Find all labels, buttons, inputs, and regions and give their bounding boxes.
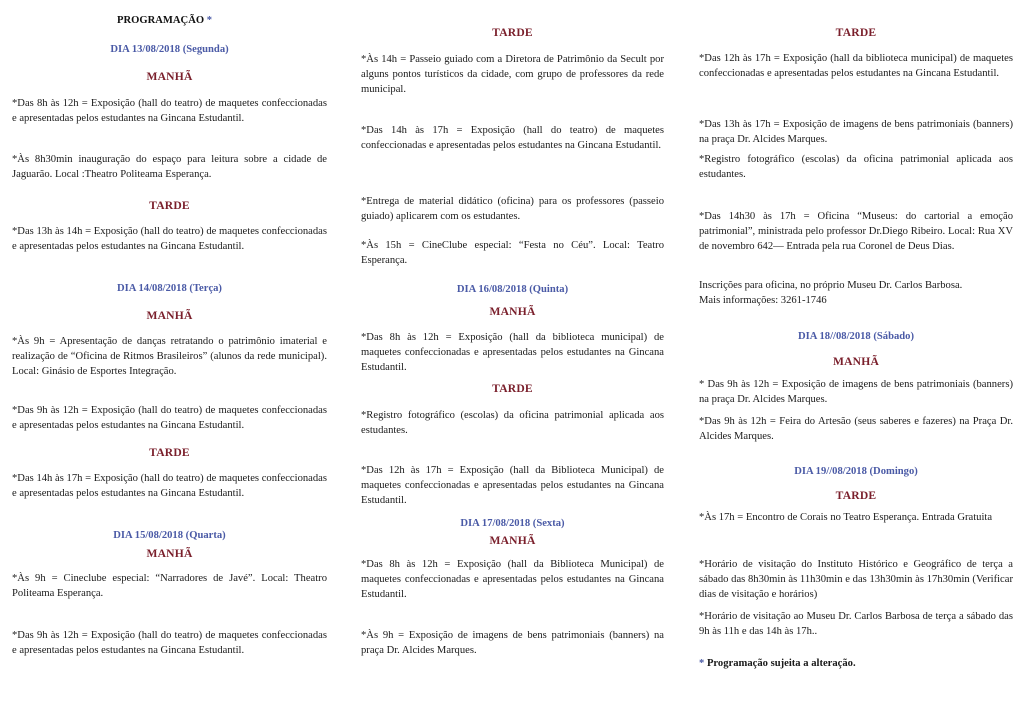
disclaimer-text: Programação sujeita a alteração. — [706, 658, 856, 669]
schedule-item: *Das 12h às 17h = Exposição (hall da Biblioteca Municipal) de maquetes confeccionadas e apresentadas pelos estudantes na Gincana Estudantil. — [361, 465, 664, 507]
disclaimer-note — [699, 656, 1013, 671]
period-heading: TARDE — [492, 26, 533, 39]
schedule-item: *Das 8h às 12h = Exposição (hall do teatro) de maquetes confeccionadas e apresentadas pelos estudantes na Gincana Estudantil. — [12, 98, 327, 125]
program-title-star: * — [206, 15, 213, 26]
schedule-item: *Às 9h = Cineclube especial: “Narradores de Javé”. Local: Theatro Politeama Esperança. — [12, 573, 327, 600]
period-heading: MANHÃ — [489, 534, 536, 547]
schedule-item: *Das 13h às 17h = Exposição de imagens de bens patrimoniais (banners) na praça Dr. Alcides Marques. — [699, 119, 1013, 146]
day-heading: DIA 17/08/2018 (Sexta) — [460, 518, 565, 529]
day-heading: DIA 18//08/2018 (Sábado) — [798, 331, 914, 342]
day-heading: DIA 13/08/2018 (Segunda) — [110, 44, 229, 55]
schedule-item: *Das 8h às 12h = Exposição (hall da Biblioteca Municipal) de maquetes confeccionadas e apresentadas pelos estudantes na Gincana Estudantil. — [361, 559, 664, 601]
schedule-item: *Às 15h = CineClube especial: “Festa no Céu”. Local: Teatro Esperança. — [361, 240, 664, 267]
period-heading: MANHÃ — [832, 355, 880, 368]
schedule-item: *Registro fotográfico (escolas) da oficina patrimonial aplicada aos estudantes. — [361, 410, 664, 437]
schedule-item: *Horário de visitação ao Museu Dr. Carlos Barbosa de terça a sábado das 9h às 11h e das 14h às 17h.. — [699, 611, 1013, 638]
period-heading: MANHÃ — [146, 309, 193, 322]
schedule-item: *Das 14h30 às 17h = Oficina “Museus: do cartorial a emoção patrimonial”, ministrada pelo professor Dr.Diego Ribeiro. Local: Rua XV de novembro 642— Entrada pela rua Coronel de Deus Dias. — [699, 211, 1013, 253]
workshop-contact: Mais informações: 3261-1746 — [699, 295, 827, 307]
disclaimer-star: * — [699, 658, 705, 669]
schedule-item: *Das 14h às 17h = Exposição (hall do teatro) de maquetes confeccionadas e apresentadas pelos estudantes na Gincana Estudantil. — [12, 473, 327, 500]
period-heading: TARDE — [492, 382, 533, 395]
schedule-item: *Horário de visitação do Instituto Histórico e Geográfico de terça a sábado das 8h30min às 11h30min e das 13h30min às 17h30min (Verificar dias de visitação e horários) — [699, 559, 1013, 601]
program-title-text: PROGRAMAÇÃO — [117, 15, 205, 26]
schedule-item: *Às 14h = Passeio guiado com a Diretora de Patrimônio da Secult por alguns pontos turísticos da cidade, com grupo de professores da rede municipal. — [361, 54, 664, 96]
workshop-registration: Inscrições para oficina, no próprio Museu Dr. Carlos Barbosa. — [699, 280, 963, 291]
day-heading: DIA 19//08/2018 (Domingo) — [794, 466, 918, 477]
schedule-item: *Das 9h às 12h = Feira do Artesão (seus saberes e fazeres) na Praça Dr. Alcides Marques. — [699, 416, 1013, 443]
program-title — [117, 13, 317, 28]
schedule-item: *Das 9h às 12h = Exposição (hall do teatro) de maquetes confeccionadas e apresentadas pelos estudantes na Gincana Estudantil. — [12, 405, 327, 432]
period-heading: TARDE — [149, 199, 190, 212]
schedule-item: *Entrega de material didático (oficina) para os professores (passeio guiado) aplicarem com os estudantes. — [361, 196, 664, 223]
schedule-item: *Das 14h às 17h = Exposição (hall do teatro) de maquetes confeccionadas e apresentadas pelos estudantes na Gincana Estudantil. — [361, 125, 664, 152]
schedule-item: *Registro fotográfico (escolas) da oficina patrimonial aplicada aos estudantes. — [699, 154, 1013, 181]
schedule-item: *Às 17h = Encontro de Corais no Teatro Esperança. Entrada Gratuita — [699, 512, 993, 523]
period-heading: TARDE — [149, 446, 190, 459]
schedule-item: * Das 9h às 12h = Exposição de imagens de bens patrimoniais (banners) na praça Dr. Alcides Marques. — [699, 379, 1013, 406]
period-heading: TARDE — [835, 26, 877, 39]
schedule-item: *Das 13h às 14h = Exposição (hall do teatro) de maquetes confeccionadas e apresentadas pelos estudantes na Gincana Estudantil. — [12, 226, 327, 253]
day-heading: DIA 14/08/2018 (Terça) — [117, 283, 222, 294]
period-heading: TARDE — [835, 489, 877, 502]
day-heading: DIA 15/08/2018 (Quarta) — [113, 530, 226, 541]
day-heading: DIA 16/08/2018 (Quinta) — [456, 284, 569, 295]
schedule-item: *Das 9h às 12h = Exposição (hall do teatro) de maquetes confeccionadas e apresentadas pelos estudantes na Gincana Estudantil. — [12, 630, 327, 657]
schedule-item: *Das 8h às 12h = Exposição (hall da biblioteca municipal) de maquetes confeccionadas e apresentadas pelos estudantes na Gincana Estudantil. — [361, 332, 664, 374]
schedule-item: *Às 9h = Exposição de imagens de bens patrimoniais (banners) na praça Dr. Alcides Marques. — [361, 630, 664, 657]
schedule-item: *Às 8h30min inauguração do espaço para leitura sobre a cidade de Jaguarão. Local :Theatro Politeama Esperança. — [12, 154, 327, 181]
period-heading: MANHÃ — [146, 70, 193, 83]
workshop-info — [699, 278, 1013, 308]
period-heading: MANHÃ — [489, 305, 536, 318]
period-heading: MANHÃ — [146, 547, 193, 560]
schedule-item: *Das 12h às 17h = Exposição (hall da biblioteca municipal) de maquetes confeccionadas e apresentadas pelos estudantes na Gincana Estudantil. — [699, 53, 1013, 80]
schedule-item: *Às 9h = Apresentação de danças retratando o patrimônio imaterial e realização de “Oficina de Ritmos Brasileiros” (alunos da rede municipal). Local: Ginásio de Esportes Integração. — [12, 336, 327, 378]
